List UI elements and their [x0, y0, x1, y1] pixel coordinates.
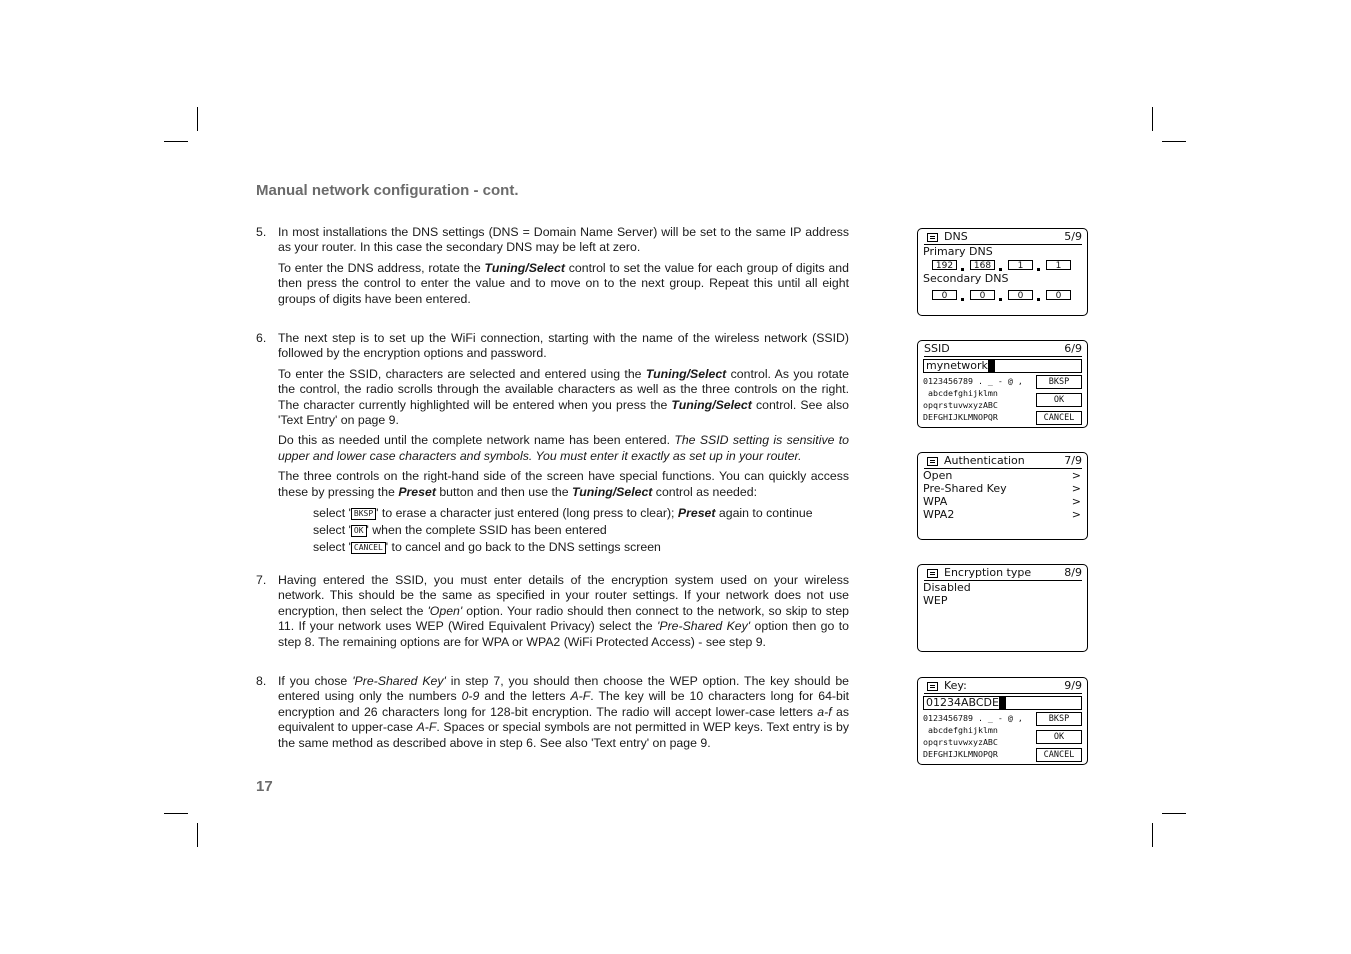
step-indicator: 7/9 — [1064, 454, 1082, 467]
char-row[interactable]: 0123456789 . _ - @ , — [923, 376, 1023, 386]
ip-dot — [999, 298, 1002, 301]
menu-icon — [927, 569, 938, 578]
menu-icon — [927, 682, 938, 691]
ip-octet: 0 — [1046, 290, 1071, 300]
menu-item-wep[interactable]: WEP — [923, 594, 948, 607]
step-indicator: 8/9 — [1064, 566, 1082, 579]
step-number: 5. — [256, 225, 267, 239]
crop-mark — [197, 823, 198, 847]
ip-dot — [999, 268, 1002, 271]
menu-item-open[interactable]: Open > — [923, 469, 1081, 482]
step-5 — [256, 225, 849, 307]
text-cursor — [988, 360, 995, 372]
ip-dot — [1037, 268, 1040, 271]
bksp-key-glyph: BKSP — [351, 508, 376, 520]
ip-dot — [1037, 298, 1040, 301]
paragraph: To enter the SSID, characters are selected and entered using the Tuning/Select control. As you rotate the control, the radio scrolls through the available characters as well as the three controls on the right. The character currently highlighted will be entered when you press the Tuning/Select control. See also 'Text Entry' on page 9. — [278, 366, 849, 428]
ssid-screen — [917, 340, 1088, 428]
menu-icon — [927, 233, 938, 242]
ip-octet: 192 — [932, 260, 957, 270]
cancel-key-glyph: CANCEL — [351, 542, 386, 554]
paragraph: To enter the DNS address, rotate the Tuning/Select control to set the value for each group of digits and then press the control to enter the value and to move on to the next group. Repeat this until all eight groups of digits have been entered. — [278, 260, 849, 306]
secondary-dns-label: Secondary DNS — [923, 272, 1009, 285]
page-number: 17 — [256, 778, 273, 795]
key-screen — [917, 677, 1088, 765]
screen-header: SSID 6/9 — [924, 342, 1082, 355]
ok-button[interactable]: OK — [1036, 393, 1082, 407]
char-row[interactable]: abcdefghijklmn — [923, 388, 998, 398]
chevron-right-icon: > — [1071, 508, 1081, 521]
char-row[interactable]: 0123456789 . _ - @ , — [923, 713, 1023, 723]
bksp-button[interactable]: BKSP — [1036, 375, 1082, 389]
select-bksp-line: select ' BKSP ' to erase a character just entered (long press to clear); Preset again to continue — [313, 506, 813, 521]
ip-dot — [961, 268, 964, 271]
ip-octet: 168 — [970, 260, 995, 270]
step-number: 8. — [256, 674, 267, 688]
ip-octet: 0 — [1008, 290, 1033, 300]
authentication-screen — [917, 452, 1088, 540]
select-cancel-line: select ' CANCEL ' to cancel and go back to the DNS settings screen — [313, 540, 661, 555]
dns-screen — [917, 228, 1088, 316]
crop-mark — [1162, 141, 1186, 142]
step-7 — [256, 573, 849, 650]
ip-octet: 1 — [1046, 260, 1071, 270]
menu-icon — [927, 457, 938, 466]
menu-item-pre-shared-key[interactable]: Pre-Shared Key > — [923, 482, 1081, 495]
step-indicator: 6/9 — [1064, 342, 1082, 355]
ip-octet: 1 — [1008, 260, 1033, 270]
cancel-button[interactable]: CANCEL — [1036, 411, 1082, 425]
crop-mark — [1162, 813, 1186, 814]
chevron-right-icon: > — [1071, 469, 1081, 482]
cancel-button[interactable]: CANCEL — [1036, 748, 1082, 762]
step-number: 7. — [256, 573, 267, 587]
paragraph: Do this as needed until the complete network name has been entered. The SSID setting is sensitive to upper and lower case characters and symbols. You must enter it exactly as set up in your router. — [278, 433, 849, 463]
ok-key-glyph: OK — [351, 525, 367, 537]
ssid-entry-field[interactable]: mynetwork — [923, 359, 1082, 373]
crop-mark — [164, 141, 188, 142]
char-row[interactable]: DEFGHIJKLMNOPQR — [923, 412, 998, 422]
ip-octet: 0 — [970, 290, 995, 300]
step-8 — [256, 674, 849, 751]
paragraph: In most installations the DNS settings (DNS = Domain Name Server) will be set to the same IP address as your router. In this case the secondary DNS may be left at zero. — [278, 225, 849, 255]
menu-item-wpa2[interactable]: WPA2 > — [923, 508, 1081, 521]
paragraph: If you chose 'Pre-Shared Key' in step 7, you should then choose the WEP option. The key should be entered using only the numbers 0-9 and the letters A-F. The key will be 10 characters long for 64-bit encryption and 26 characters long for 128-bit encryption. The radio will accept lower-case letters a-f as equivalent to upper-case A-F. Spaces or special symbols are not permitted in WEP keys. Text entry is by the same method as described above in step 6. See also 'Text entry' on page 9. — [278, 674, 850, 750]
crop-mark — [197, 107, 198, 131]
ip-dot — [961, 298, 964, 301]
screen-header: DNS 5/9 — [924, 230, 1082, 245]
screen-header: Key: 9/9 — [924, 679, 1082, 694]
step-indicator: 9/9 — [1064, 679, 1082, 692]
step-6 — [256, 331, 849, 556]
paragraph: The three controls on the right-hand side of the screen have special functions. You can quickly access these by pressing the Preset button and then use the Tuning/Select control as needed: — [278, 469, 849, 499]
ok-button[interactable]: OK — [1036, 730, 1082, 744]
select-ok-line: select ' OK ' when the complete SSID has been entered — [313, 523, 607, 538]
char-row[interactable]: opqrstuvwxyzABC — [923, 400, 998, 410]
chevron-right-icon: > — [1071, 482, 1081, 495]
chevron-right-icon: > — [1071, 495, 1081, 508]
char-row[interactable]: abcdefghijklmn — [923, 725, 998, 735]
encryption-type-screen — [917, 564, 1088, 652]
step-indicator: 5/9 — [1064, 230, 1082, 243]
paragraph: Having entered the SSID, you must enter details of the encryption system used on your wireless network. This should be the same as specified in your router settings. If your network does not use encryption, then select the 'Open' option. Your radio should then connect to the network, so skip to step 11. If your network uses WEP (Wired Equivalent Privacy) select the 'Pre-Shared Key' option then go to step 8. The remaining options are for WPA or WPA2 (WiFi Protected Access) - see step 9. — [278, 573, 850, 649]
char-row[interactable]: opqrstuvwxyzABC — [923, 737, 998, 747]
screen-header: Authentication 7/9 — [924, 454, 1082, 469]
text-cursor — [999, 697, 1006, 709]
ip-octet: 0 — [932, 290, 957, 300]
bksp-button[interactable]: BKSP — [1036, 712, 1082, 726]
char-row[interactable]: DEFGHIJKLMNOPQR — [923, 749, 998, 759]
step-number: 6. — [256, 331, 267, 345]
menu-item-disabled[interactable]: Disabled — [923, 581, 971, 594]
primary-dns-label: Primary DNS — [923, 245, 993, 258]
key-entry-field[interactable]: 01234ABCDE — [923, 696, 1082, 710]
menu-item-wpa[interactable]: WPA > — [923, 495, 1081, 508]
crop-mark — [1152, 823, 1153, 847]
section-heading: Manual network configuration - cont. — [256, 182, 519, 199]
screen-header: Encryption type 8/9 — [924, 566, 1082, 581]
paragraph: The next step is to set up the WiFi connection, starting with the name of the wireless network (SSID) followed by the encryption options and password. — [278, 331, 849, 361]
crop-mark — [164, 813, 188, 814]
crop-mark — [1152, 107, 1153, 131]
